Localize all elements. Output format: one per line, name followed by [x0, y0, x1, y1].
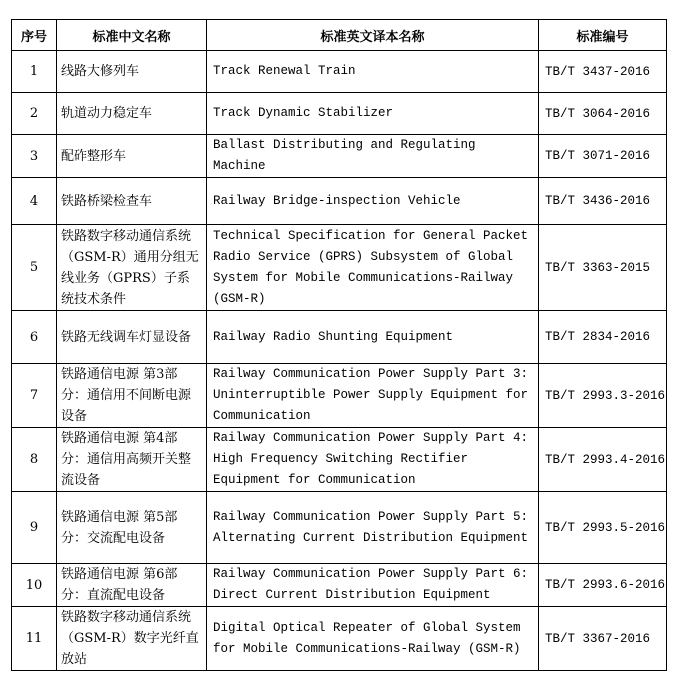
- row-serial-number: 10: [12, 564, 57, 607]
- row-english-name: Railway Bridge-inspection Vehicle: [207, 178, 539, 225]
- row-standard-code: TB/T 3363-2015: [539, 225, 667, 311]
- row-standard-code: TB/T 2993.3-2016: [539, 364, 667, 428]
- row-english-name: Ballast Distributing and Regulating Machine: [207, 135, 539, 178]
- table-row: [12, 428, 667, 492]
- row-standard-code: TB/T 2834-2016: [539, 311, 667, 364]
- row-serial-number: 3: [12, 135, 57, 178]
- row-serial-number: 7: [12, 364, 57, 428]
- row-english-name: Railway Communication Power Supply Part 6: Direct Current Distribution Equipment: [207, 564, 539, 607]
- row-chinese-name: 铁路数字移动通信系统（GSM-R）通用分组无线业务（GPRS）子系统技术条件: [57, 225, 207, 311]
- table-row: [12, 364, 667, 428]
- row-serial-number: 11: [12, 607, 57, 671]
- row-serial-number: 8: [12, 428, 57, 492]
- row-standard-code: TB/T 2993.5-2016: [539, 492, 667, 564]
- row-standard-code: TB/T 2993.4-2016: [539, 428, 667, 492]
- row-english-name: Track Dynamic Stabilizer: [207, 93, 539, 135]
- row-standard-code: TB/T 3437-2016: [539, 51, 667, 93]
- row-chinese-name: 铁路通信电源 第6部分：直流配电设备: [57, 564, 207, 607]
- header-standard-code: 标准编号: [539, 20, 667, 51]
- row-chinese-name: 铁路通信电源 第3部分：通信用不间断电源设备: [57, 364, 207, 428]
- table-row: [12, 178, 667, 225]
- standards-table: [11, 19, 667, 671]
- row-english-name: Railway Radio Shunting Equipment: [207, 311, 539, 364]
- table-row: [12, 311, 667, 364]
- row-standard-code: TB/T 3436-2016: [539, 178, 667, 225]
- row-chinese-name: 铁路通信电源 第4部分：通信用高频开关整流设备: [57, 428, 207, 492]
- row-serial-number: 5: [12, 225, 57, 311]
- header-serial-number: 序号: [12, 20, 57, 51]
- row-chinese-name: 线路大修列车: [57, 51, 207, 93]
- row-standard-code: TB/T 3064-2016: [539, 93, 667, 135]
- row-standard-code: TB/T 3071-2016: [539, 135, 667, 178]
- row-chinese-name: 铁路数字移动通信系统（GSM-R）数字光纤直放站: [57, 607, 207, 671]
- row-serial-number: 6: [12, 311, 57, 364]
- table-row: [12, 51, 667, 93]
- row-english-name: Railway Communication Power Supply Part 3: Uninterruptible Power Supply Equipment for Communication: [207, 364, 539, 428]
- row-english-name: Technical Specification for General Packet Radio Service (GPRS) Subsystem of Global System for Mobile Communications-Railway (GSM-R): [207, 225, 539, 311]
- row-serial-number: 4: [12, 178, 57, 225]
- row-serial-number: 9: [12, 492, 57, 564]
- row-chinese-name: 铁路桥梁检查车: [57, 178, 207, 225]
- table-row: [12, 135, 667, 178]
- table-row: [12, 564, 667, 607]
- table-row: [12, 607, 667, 671]
- row-serial-number: 1: [12, 51, 57, 93]
- row-english-name: Digital Optical Repeater of Global System for Mobile Communications-Railway (GSM-R): [207, 607, 539, 671]
- table-row: [12, 492, 667, 564]
- row-chinese-name: 铁路通信电源 第5部分：交流配电设备: [57, 492, 207, 564]
- table-row: [12, 225, 667, 311]
- row-standard-code: TB/T 3367-2016: [539, 607, 667, 671]
- table-header-row: [12, 20, 667, 51]
- row-english-name: Railway Communication Power Supply Part 4: High Frequency Switching Rectifier Equipment for Communication: [207, 428, 539, 492]
- header-english-name: 标准英文译本名称: [207, 20, 539, 51]
- row-english-name: Track Renewal Train: [207, 51, 539, 93]
- row-chinese-name: 铁路无线调车灯显设备: [57, 311, 207, 364]
- row-english-name: Railway Communication Power Supply Part 5: Alternating Current Distribution Equipment: [207, 492, 539, 564]
- row-chinese-name: 轨道动力稳定车: [57, 93, 207, 135]
- row-standard-code: TB/T 2993.6-2016: [539, 564, 667, 607]
- header-chinese-name: 标准中文名称: [57, 20, 207, 51]
- row-chinese-name: 配砟整形车: [57, 135, 207, 178]
- row-serial-number: 2: [12, 93, 57, 135]
- table-row: [12, 93, 667, 135]
